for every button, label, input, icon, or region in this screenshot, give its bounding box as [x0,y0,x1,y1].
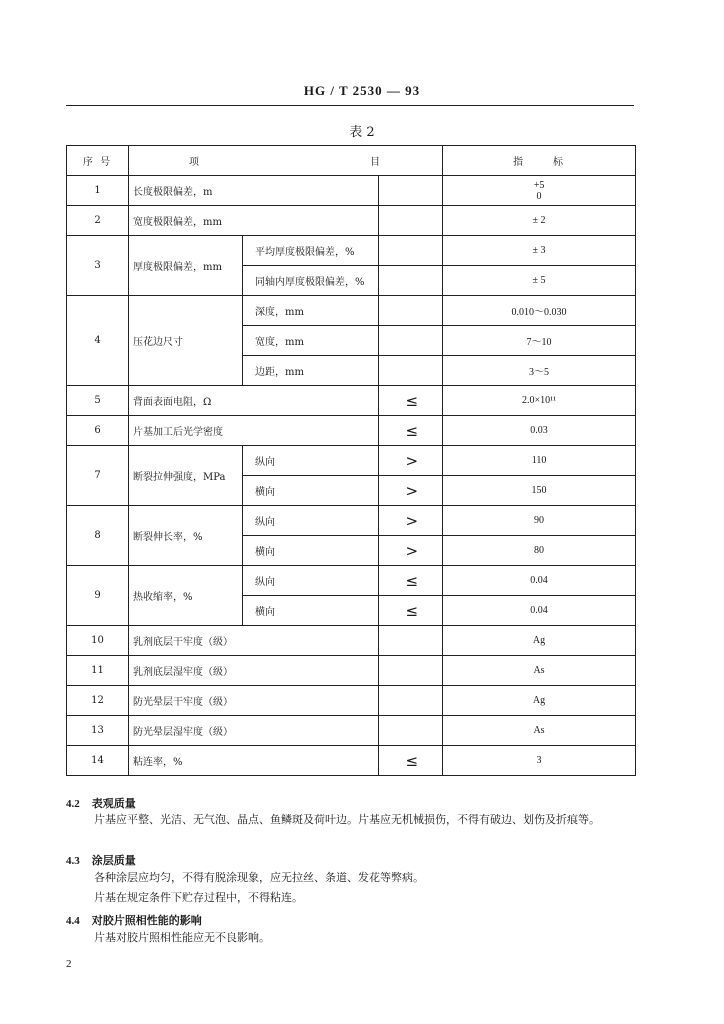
row-sub: 纵向 [243,506,379,536]
row-no: 3 [67,236,129,296]
row-no: 7 [67,446,129,506]
row-sym [379,296,443,326]
row-item: 断裂拉伸强度，MPa [129,446,243,506]
row-sym: ≤ [379,566,443,596]
row-no: 5 [67,386,129,416]
row-no: 14 [67,746,129,776]
section-paragraph: 片基应平整、光洁、无气泡、晶点、鱼鳞斑及荷叶边。片基应无机械损伤，不得有破边、划伤及折痕等。 [94,813,600,826]
table-row [67,416,636,446]
row-no: 8 [67,506,129,566]
row-sym [379,326,443,356]
row-item: 防光晕层干牢度（级） [129,686,379,716]
standard-number-header: HG / T 2530 — 93 [303,83,421,98]
row-no: 10 [67,626,129,656]
row-no: 12 [67,686,129,716]
row-val: ± 3 [443,236,636,266]
row-val: 3 [443,746,636,776]
row-sym [379,206,443,236]
section-paragraph: 片基在规定条件下贮存过程中，不得粘连。 [94,891,303,904]
table-row [67,386,636,416]
row-val: As [443,656,636,686]
row-no: 1 [67,176,129,206]
row-no: 4 [67,296,129,386]
row-sub: 深度，mm [243,296,379,326]
row-no: 9 [67,566,129,626]
row-val: 80 [443,536,636,566]
row-sym: > [379,446,443,476]
row-sym [379,266,443,296]
row-item: 粘连率，% [129,746,379,776]
table-row [67,626,636,656]
row-sym [379,716,443,746]
row-sub: 同轴内厚度极限偏差，% [243,266,379,296]
table-row [67,176,636,206]
table-header-row [67,146,636,176]
table-row [67,446,636,476]
row-no: 13 [67,716,129,746]
row-val: 90 [443,506,636,536]
row-no: 2 [67,206,129,236]
row-val: 0.04 [443,596,636,626]
section-heading-4-2: 4.2 表观质量 [66,797,136,810]
row-item: 压花边尺寸 [129,296,243,386]
row-sub: 宽度，mm [243,326,379,356]
row-item: 热收缩率，% [129,566,243,626]
table-row [67,296,636,326]
row-val: 2.0×10¹¹ [443,386,636,416]
row-sym [379,356,443,386]
row-sym [379,236,443,266]
row-val: 150 [443,476,636,506]
row-val: 7～10 [443,326,636,356]
row-item: 片基加工后光学密度 [129,416,379,446]
row-item: 背面表面电阻，Ω [129,386,379,416]
row-item: 厚度极限偏差，mm [129,236,243,296]
row-no: 6 [67,416,129,446]
table-row [67,686,636,716]
table-row [67,236,636,266]
row-val: Ag [443,626,636,656]
row-sym [379,626,443,656]
row-val: ± 2 [443,206,636,236]
row-sub: 横向 [243,476,379,506]
section-paragraph: 片基对胶片照相性能应无不良影响。 [94,931,270,944]
header-item: 项 目 [129,146,443,176]
row-sym: > [379,476,443,506]
row-sym [379,176,443,206]
row-sym: > [379,506,443,536]
row-val: 0.04 [443,566,636,596]
row-val: 0.010～0.030 [443,296,636,326]
row-item: 宽度极限偏差，mm [129,206,379,236]
row-item: 断裂伸长率，% [129,506,243,566]
row-item: 乳剂底层干牢度（级） [129,626,379,656]
row-no: 11 [67,656,129,686]
row-item: 防光晕层湿牢度（级） [129,716,379,746]
row-val: +5 0 [443,176,636,206]
row-sub: 横向 [243,536,379,566]
row-item: 乳剂底层湿牢度（级） [129,656,379,686]
row-sym: ≤ [379,416,443,446]
table-row [67,656,636,686]
row-item: 长度极限偏差，m [129,176,379,206]
section-paragraph: 各种涂层应均匀，不得有脱涂现象，应无拉丝、条道、发花等弊病。 [94,871,424,884]
spec-table [66,145,636,776]
row-sym: ≤ [379,746,443,776]
row-val: 0.03 [443,416,636,446]
row-sym [379,686,443,716]
table-row [67,566,636,596]
table-row [67,716,636,746]
table-row [67,506,636,536]
row-sym: > [379,536,443,566]
header-index: 指 标 [443,146,636,176]
header-rule [66,105,634,106]
section-heading-4-3: 4.3 涂层质量 [66,854,136,867]
row-val: Ag [443,686,636,716]
header-no: 序 号 [67,146,129,176]
page-number: 2 [66,958,72,970]
row-sub: 横向 [243,596,379,626]
row-sym [379,656,443,686]
row-sym: ≤ [379,386,443,416]
row-val: 110 [443,446,636,476]
row-sub: 平均厚度极限偏差，% [243,236,379,266]
row-sub: 纵向 [243,566,379,596]
table-row [67,746,636,776]
section-heading-4-4: 4.4 对胶片照相性能的影响 [66,914,202,927]
row-val: ± 5 [443,266,636,296]
row-sym: ≤ [379,596,443,626]
row-sub: 边距，mm [243,356,379,386]
table-row [67,206,636,236]
table-title: 表 2 [349,125,375,140]
row-val: As [443,716,636,746]
row-sub: 纵向 [243,446,379,476]
row-val: 3～5 [443,356,636,386]
